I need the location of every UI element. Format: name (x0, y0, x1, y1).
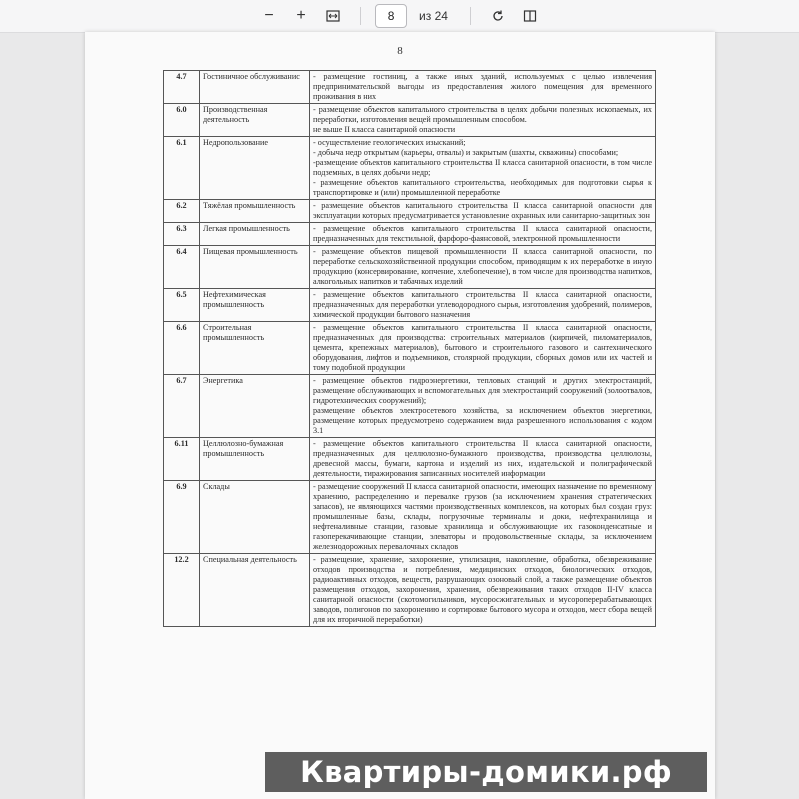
row-code: 4.7 (164, 71, 200, 104)
description-line: - размещение объектов капитального строительства в целях добычи полезных ископаемых, их переработки, изготовления вещей промышленным способом. (313, 105, 652, 124)
row-code: 6.9 (164, 481, 200, 554)
row-name: Тяжёлая промышленность (200, 200, 310, 223)
document-page (85, 32, 715, 799)
description-line: - добыча недр открытым (карьеры, отвалы) и закрытым (шахты, скважины) способами; (313, 148, 619, 157)
table-row (164, 71, 656, 104)
two-page-view-icon[interactable] (517, 3, 543, 29)
description-line: - размещение объектов капитального строительства II класса санитарной опасности для эксплуатации которых предусматривается установление охранных или санитарно-защитных зон (313, 201, 652, 220)
description-line: - размещение объектов капитального строительства II класса санитарной опасности, предназначенных для производства: строительных материалов (кирпичей, пиломатериалов, цемента, крепежных материалов), бытового и строительного газового и сантехнического оборудования, лифтов и подъемников, столярной продукции, сборных домов или их частей и тому подобной продукции (313, 323, 652, 372)
row-description (310, 438, 656, 481)
description-line: размещение объектов электросетевого хозяйства, за исключением объектов энергетики, размещение которых предусмотрено содержанием вида разрешенного использования с кодом 3.1 (313, 406, 652, 435)
row-name: Гостиничное обслуживанис (200, 71, 310, 104)
description-line: - размещение, хранение, захоронение, утилизация, накопление, обработка, обезвреживание отходов производства и потребления, медицинских отходов, биологических отходов, радиоактивных отходов, веществ, разрушающих озоновый слой, а также размещение объектов размещения отходов, захоронения, хранения, обезвреживания таких отходов II-IV класса санитарной опасности (скотомогильников, мусоросжигательных и мусороперерабатывающих заводов, полигонов по захоронению и сортировке бытового мусора и отходов, мест сбора вещей для их вторичной переработки) (313, 555, 652, 624)
plus-icon[interactable]: + (296, 7, 306, 24)
row-code: 6.0 (164, 104, 200, 137)
page-number: 8 (397, 45, 403, 57)
row-description (310, 481, 656, 554)
description-line: - размещение сооружений II класса санитарной опасности, имеющих назначение по временному хранению, распределению и перевалке грузов (за исключением хранения стратегических запасов), не являющихся частями производственных комплексов, на которых был создан груз: промышленные базы, склады, погрузочные терминалы и доки, нефтехранилища и нефтеналивные станции, газовые хранилища и обслуживающие их газоконденсатные и газоперекачивающие станции, элеваторы и продовольственные склады, за исключением железнодорожных перевалочных складов (313, 482, 652, 551)
land-use-table (163, 70, 656, 627)
row-name: Производственная деятельность (200, 104, 310, 137)
table-row (164, 375, 656, 438)
description-line: - размещение объектов капитального строительства II класса санитарной опасности, предназначенных для переработки углеводородного сырья, изготовления удобрений, полимеров, химической продукции бытового назначения (313, 290, 652, 319)
rotate-icon[interactable] (485, 3, 511, 29)
row-name: Целлюлозно-бумажная промышленность (200, 438, 310, 481)
row-description (310, 200, 656, 223)
row-code: 6.4 (164, 246, 200, 289)
description-line: -размещение объектов капитального строительства II класса санитарной опасности, в том числе подземных, в целях добычи недр; (313, 158, 652, 177)
toolbar-divider (470, 7, 471, 25)
row-code: 6.7 (164, 375, 200, 438)
row-code: 6.1 (164, 137, 200, 200)
table-row (164, 289, 656, 322)
description-line: - размещение объектов пищевой промышленности II класса санитарной опасности, по переработке сельскохозяйственной продукции способом, приводящим к их переработке в иную продукцию (консервирование, копчение, хлебопечение), в том числе для производства напитков, алкогольных напитков и табачных изделий (313, 247, 652, 286)
toolbar-divider (360, 7, 361, 25)
row-code: 6.6 (164, 322, 200, 375)
table-row (164, 322, 656, 375)
pdf-toolbar (0, 0, 799, 33)
row-description (310, 246, 656, 289)
table-row (164, 481, 656, 554)
row-description (310, 71, 656, 104)
row-description (310, 322, 656, 375)
row-code: 6.11 (164, 438, 200, 481)
row-name: Пищевая промышленность (200, 246, 310, 289)
row-code: 6.3 (164, 223, 200, 246)
description-line: - размещение объектов капитального строительства, необходимых для подготовки сырья к транспортировке и (или) промышленной переработке (313, 178, 652, 197)
table-row (164, 223, 656, 246)
table-row (164, 137, 656, 200)
description-line: - размещение объектов капитального строительства II класса санитарной опасности, предназначенных для целлюлозно-бумажного производства, производства целлюлозы, древесной массы, бумаги, картона и изделий из них, издательской и полиграфической деятельности, тиражирования записанных носителей информации (313, 439, 652, 478)
row-description (310, 554, 656, 627)
row-description (310, 223, 656, 246)
row-name: Недропользование (200, 137, 310, 200)
description-line: не выше II класса санитарной опасности (313, 125, 456, 134)
row-description (310, 104, 656, 137)
row-name: Склады (200, 481, 310, 554)
table-row (164, 438, 656, 481)
minus-icon[interactable]: − (264, 7, 274, 24)
page-count-label: из 24 (419, 9, 448, 23)
row-name: Легкая промышленность (200, 223, 310, 246)
row-name: Энергетика (200, 375, 310, 438)
row-name: Специальная деятельность (200, 554, 310, 627)
description-line: - размещение объектов гидроэнергетики, тепловых станций и других электростанций, размещение обслуживающих и вспомогательных для электростанций сооружений (золоотвалов, гидротехнических сооружений); (313, 376, 652, 405)
row-code: 6.5 (164, 289, 200, 322)
table-row (164, 200, 656, 223)
watermark-banner: Квартиры-домики.рф (265, 752, 707, 792)
row-code: 6.2 (164, 200, 200, 223)
page-number-input[interactable] (375, 4, 407, 28)
row-description (310, 375, 656, 438)
row-code: 12.2 (164, 554, 200, 627)
description-line: - размещение объектов капитального строительства II класса санитарной опасности, предназначенных для текстильной, фарфоро-фаянсовой, электронной промышленности (313, 224, 652, 243)
description-line: - осуществление геологических изысканий; (313, 138, 466, 147)
row-description (310, 137, 656, 200)
row-description (310, 289, 656, 322)
fit-page-icon[interactable] (320, 3, 346, 29)
table-row (164, 246, 656, 289)
row-name: Нефтехимическая промышленность (200, 289, 310, 322)
table-row (164, 554, 656, 627)
description-line: - размещение гостиниц, а также иных зданий, используемых с целью извлечения предпринимательской выгоды из предоставления жилого помещения для временного проживания в них (313, 72, 652, 101)
table-row (164, 104, 656, 137)
row-name: Строительная промышленность (200, 322, 310, 375)
